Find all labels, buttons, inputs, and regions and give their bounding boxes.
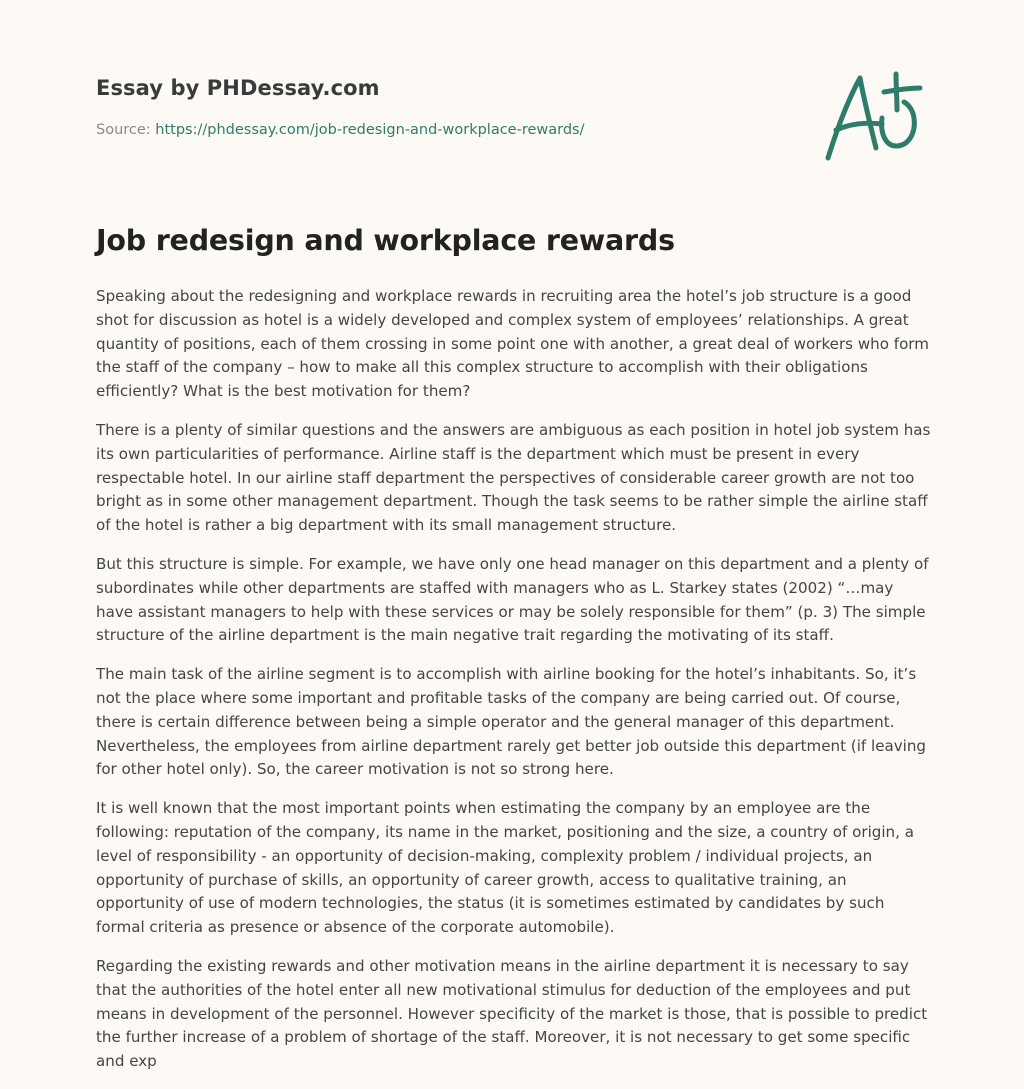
a-plus-logo [820, 66, 930, 166]
source-label: Source: [96, 122, 156, 138]
article-paragraph: But this structure is simple. For example, we have only one head manager on this department and a plenty of subordinates while other departments are staffed with managers who as L. Starkey states (2002) “…may have assistant managers to help with these services or may be solely responsible for them” (p. 3) The simple structure of the airline department is the main negative trait regarding the motivating of its staff. [96, 554, 929, 645]
source-link[interactable]: https://phdessay.com/job-redesign-and-workplace-rewards/ [155, 122, 585, 138]
page-header [96, 76, 696, 138]
article-title: Job redesign and workplace rewards [96, 224, 675, 257]
article-paragraph: There is a plenty of similar questions and the answers are ambiguous as each position in hotel job system has its own particularities of performance. Airline staff is the department which must be present in every respectable hotel. In our airline staff department the perspectives of considerable career growth are not too bright as in some other management department. Though the task seems to be rather simple the airline staff of the hotel is rather a big department with its small management structure. [96, 420, 931, 535]
article-paragraph: The main task of the airline segment is to accomplish with airline booking for the hotel’s inhabitants. So, it’s not the place where some important and profitable tasks of the company are being carried out. Of course, there is certain difference between being a simple operator and the general manager of this department. Nevertheless, the employees from airline department rarely get better job outside this department (if leaving for other hotel only). So, the career motivation is not so strong here. [96, 665, 927, 779]
a-plus-logo-icon [820, 66, 930, 166]
article-paragraph: Speaking about the redesigning and workplace rewards in recruiting area the hotel’s job structure is a good shot for discussion as hotel is a widely developed and complex system of employees’ relationships. A great quantity of positions, each of them crossing in some point one with another, a great deal of workers who form the staff of the company – how to make all this complex structure to accomplish with their obligations efficiently? What is the best motivation for them? [96, 287, 929, 401]
article-paragraph: Regarding the existing rewards and other motivation means in the airline department it is necessary to say that the authorities of the hotel enter all new motivational stimulus for deduction of the employees and put means in development of the personnel. However specificity of the market is those, that is possible to predict the further increase of a problem of shortage of the staff. Moreover, it is not necessary to get some specific and exp [96, 956, 928, 1071]
article-paragraph: It is well known that the most important points when estimating the company by an employee are the following: reputation of the company, its name in the market, positioning and the size, a country of origin, a level of responsibility - an opportunity of decision-making, complexity problem / individual projects, an opportunity of purchase of skills, an opportunity of career growth, access to qualitative training, an opportunity of use of modern technologies, the status (it is sometimes estimated by candidates by such formal criteria as presence or absence of the corporate automobile). [96, 799, 914, 937]
article-body [96, 285, 932, 1089]
source-line [96, 122, 696, 138]
site-brand: Essay by PHDessay.com [96, 76, 380, 100]
